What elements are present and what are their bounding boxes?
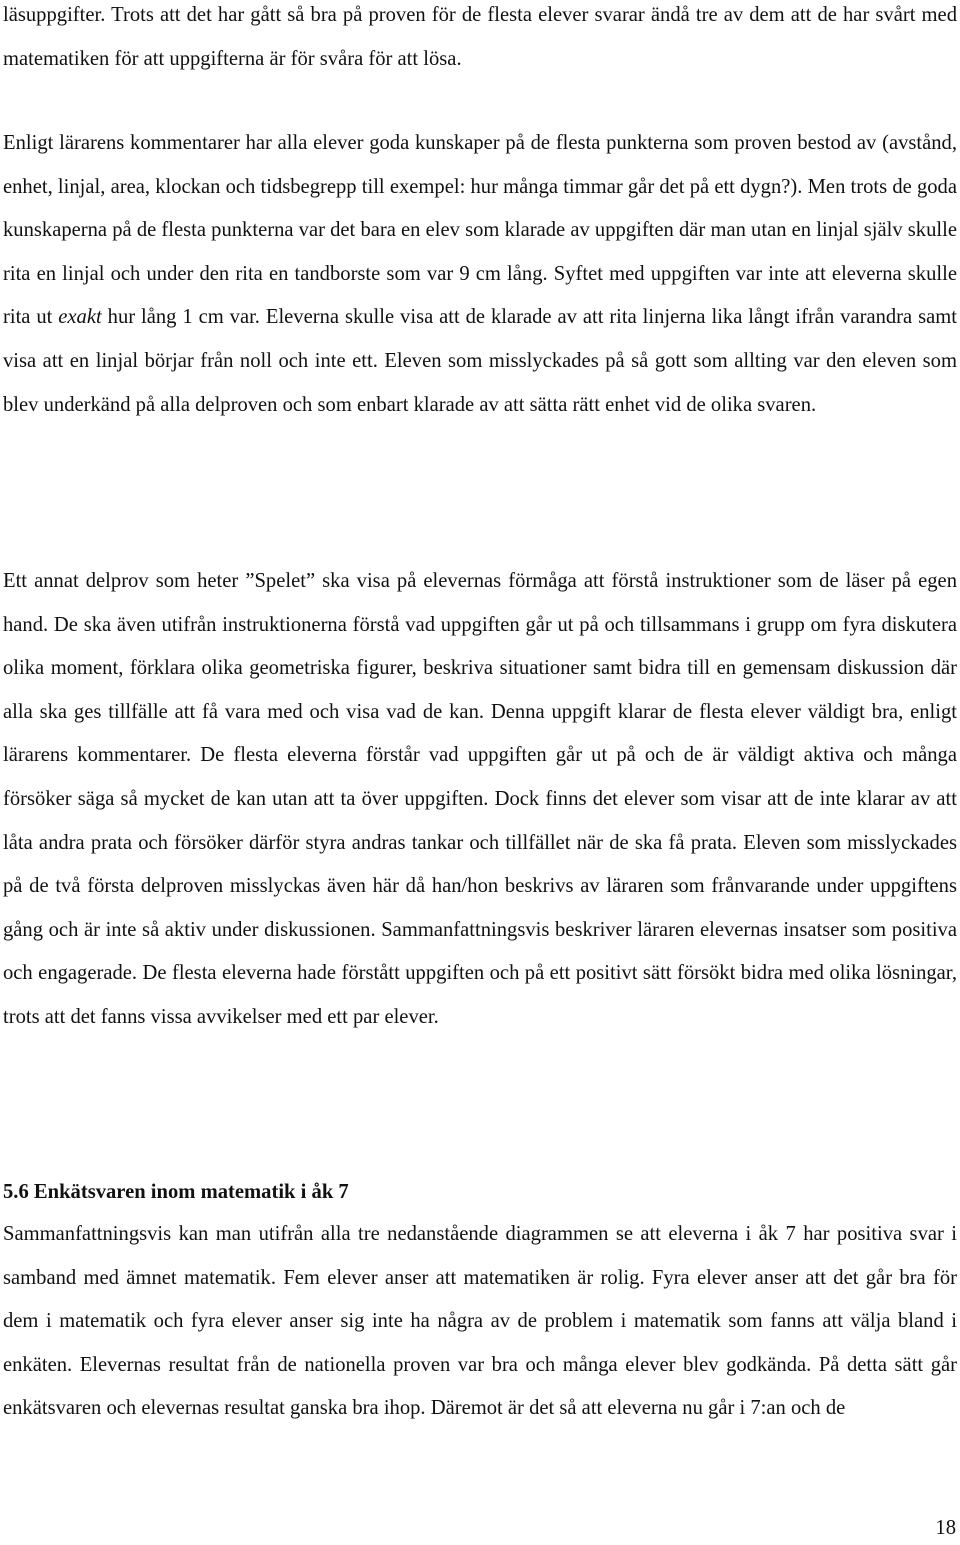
body-paragraph: läsuppgifter. Trots att det har gått så bra på proven för de flesta elever svarar ändå tre av dem att de har svårt med matematiken för att uppgifterna är för svåra för att lösa. [3,4,957,70]
page-number: 18 [935,1517,956,1539]
body-paragraph [3,122,957,427]
section-heading: 5.6 Enkätsvaren inom matematik i åk 7 [3,1181,349,1203]
paragraph-text: hur lång 1 cm var. Eleverna skulle visa att de klarade av att rita linjerna lika långt ifrån varandra samt visa att en linjal börjar från noll och inte ett. Eleven som misslyckades på så gott som allting var den eleven som blev underkänd på alla delproven och som enbart klarade av att sätta rätt enhet vid de olika svaren. [3,306,957,416]
body-paragraph: Ett annat delprov som heter ”Spelet” ska visa på elevernas förmåga att förstå instruktioner som de läser på egen hand. De ska även utifrån instruktionerna förstå vad uppgiften går ut på och tillsammans i grupp om fyra diskutera olika moment, förklara olika geometriska figurer, beskriva situationer samt bidra till en gemensam diskussion där alla ska ges tillfälle att få vara med och visa vad de kan. Denna uppgift klarar de flesta elever väldigt bra, enligt lärarens kommentarer. De flesta eleverna förstår vad uppgiften går ut på och de är väldigt aktiva och många försöker säga så mycket de kan utan att ta över uppgiften. Dock finns det elever som visar att de inte klarar av att låta andra prata och försöker därför styra andras tankar och tillfället när de ska få prata. Eleven som misslyckades på de två första delproven misslyckas även här då han/hon beskrivs av läraren som frånvarande under uppgiftens gång och är inte så aktiv under diskussionen. Sammanfattningsvis beskriver läraren elevernas insatser som positiva och engagerade. De flesta eleverna hade förstått uppgiften och på ett positivt sätt försökt bidra med olika lösningar, trots att det fanns vissa avvikelser med ett par elever. [3,570,957,1028]
emphasized-text: exakt [58,306,102,329]
paragraph-text: Enligt lärarens kommentarer har alla elever goda kunskaper på de flesta punkterna som proven bestod av (avstånd, enhet, linjal, area, klockan och tidsbegrepp till exempel: hur många timmar går det på ett dygn?). Men trots de goda kunskaperna på de flesta punkterna var det bara en elev som klarade av uppgiften där man utan en linjal själv skulle rita en linjal och under den rita en tandborste som var 9 cm lång. Syftet med uppgiften var inte att eleverna skulle rita ut [3,132,957,329]
body-paragraph: Sammanfattningsvis kan man utifrån alla tre nedanstående diagrammen se att eleverna i åk 7 har positiva svar i samband med ämnet matematik. Fem elever anser att matematiken är rolig. Fyra elever anser att det går bra för dem i matematik och fyra elever anser sig inte ha några av de problem i matematik som fanns att välja bland i enkäten. Elevernas resultat från de nationella proven var bra och många elever blev godkända. På detta sätt går enkätsvaren och elevernas resultat ganska bra ihop. Däremot är det så att eleverna nu går i 7:an och de [3,1223,957,1420]
